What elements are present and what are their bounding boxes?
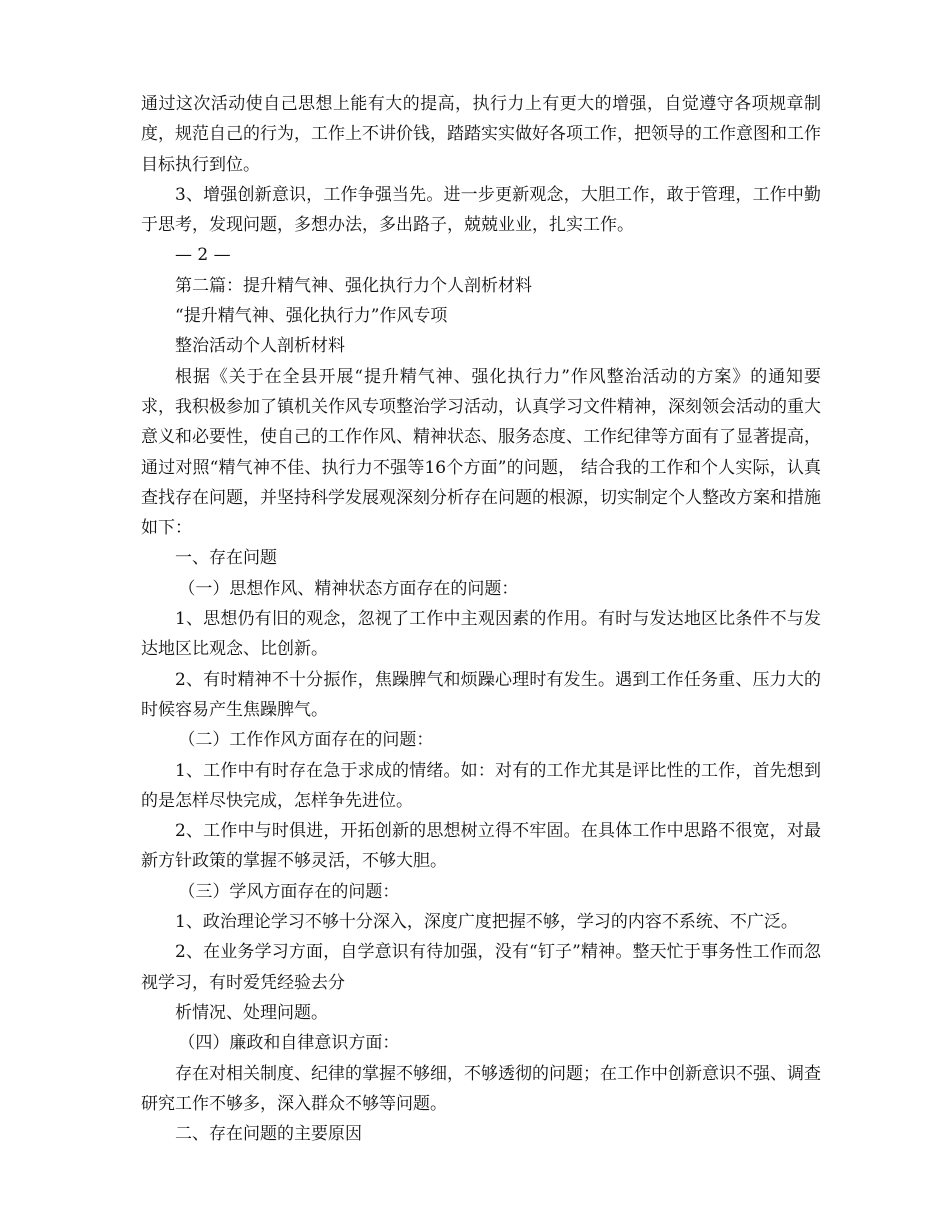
list-item: 2、在业务学习方面，自学意识有待加强，没有“钉子”精神。整天忙于事务性工作而忽视学习，有时爱凭经验去分 <box>141 942 821 993</box>
document-body <box>141 89 821 1149</box>
page-number: — 2 — <box>175 245 231 266</box>
list-item: 1、思想仍有旧的观念，忽视了工作中主观因素的作用。有时与发达地区比条件不与发达地区比观念、比创新。 <box>141 609 821 660</box>
heading-main-causes: 二、存在问题的主要原因 <box>175 1124 362 1145</box>
subheading-study-style: （三）学风方面存在的问题： <box>178 881 400 902</box>
section-title: 第二篇：提升精气神、强化执行力个人剖析材料 <box>175 275 532 296</box>
heading-existing-problems: 一、存在问题 <box>175 548 277 569</box>
subheading-thinking-style: （一）思想作风、精神状态方面存在的问题： <box>178 578 519 599</box>
list-item: 1、政治理论学习不够十分深入，深度广度把握不够，学习的内容不系统、不广泛。 <box>175 912 798 933</box>
document-title-line-2: 整治活动个人剖析材料 <box>175 336 345 357</box>
list-item-continuation: 析情况、处理问题。 <box>175 1002 328 1023</box>
paragraph-continuation: 通过这次活动使自己思想上能有大的提高，执行力上有更大的增强，自觉遵守各项规章制度，规范自己的行为，工作上不讲价钱，踏踏实实做好各项工作，把领导的工作意图和工作目标执行到位。 <box>141 94 821 175</box>
subheading-integrity: （四）廉政和自律意识方面： <box>178 1033 400 1054</box>
list-item: 2、工作中与时俱进，开拓创新的思想树立得不牢固。在具体工作中思路不很宽，对最新方针政策的掌握不够灵活，不够大胆。 <box>141 821 821 872</box>
list-item: 2、有时精神不十分振作，焦躁脾气和烦躁心理时有发生。遇到工作任务重、压力大的时候容易产生焦躁脾气。 <box>141 669 821 720</box>
document-title-line-1: “提升精气神、强化执行力”作风专项 <box>175 306 448 327</box>
paragraph: 存在对相关制度、纪律的掌握不够细，不够透彻的问题；在工作中创新意识不强、调查研究工作不够多，深入群众不够等问题。 <box>141 1063 821 1114</box>
paragraph-item-3: 3、增强创新意识，工作争强当先。进一步更新观念，大胆工作，敢于管理，工作中勤于思考，发现问题，多想办法，多出路子，兢兢业业，扎实工作。 <box>141 184 821 236</box>
list-item: 1、工作中有时存在急于求成的情绪。如：对有的工作尤其是评比性的工作，首先想到的是怎样尽快完成，怎样争先进位。 <box>141 760 821 811</box>
subheading-work-style: （二）工作作风方面存在的问题： <box>178 730 434 751</box>
intro-paragraph: 根据《关于在全县开展“提升精气神、强化执行力”作风整治活动的方案》的通知要求，我积极参加了镇机关作风专项整治学习活动，认真学习文件精神，深刻领会活动的重大意义和必要性，使自己的工作作风、精神状态、服务态度、工作纪律等方面有了显著提高，通过对照“精气神不佳、执行力不强等16个方面”的问题， 结合我的工作和个人实际，认真查找存在问题，并坚持科学发展观深刻分析存在问题的根源，切实制定个人整改方案和措施如下： <box>141 366 821 539</box>
